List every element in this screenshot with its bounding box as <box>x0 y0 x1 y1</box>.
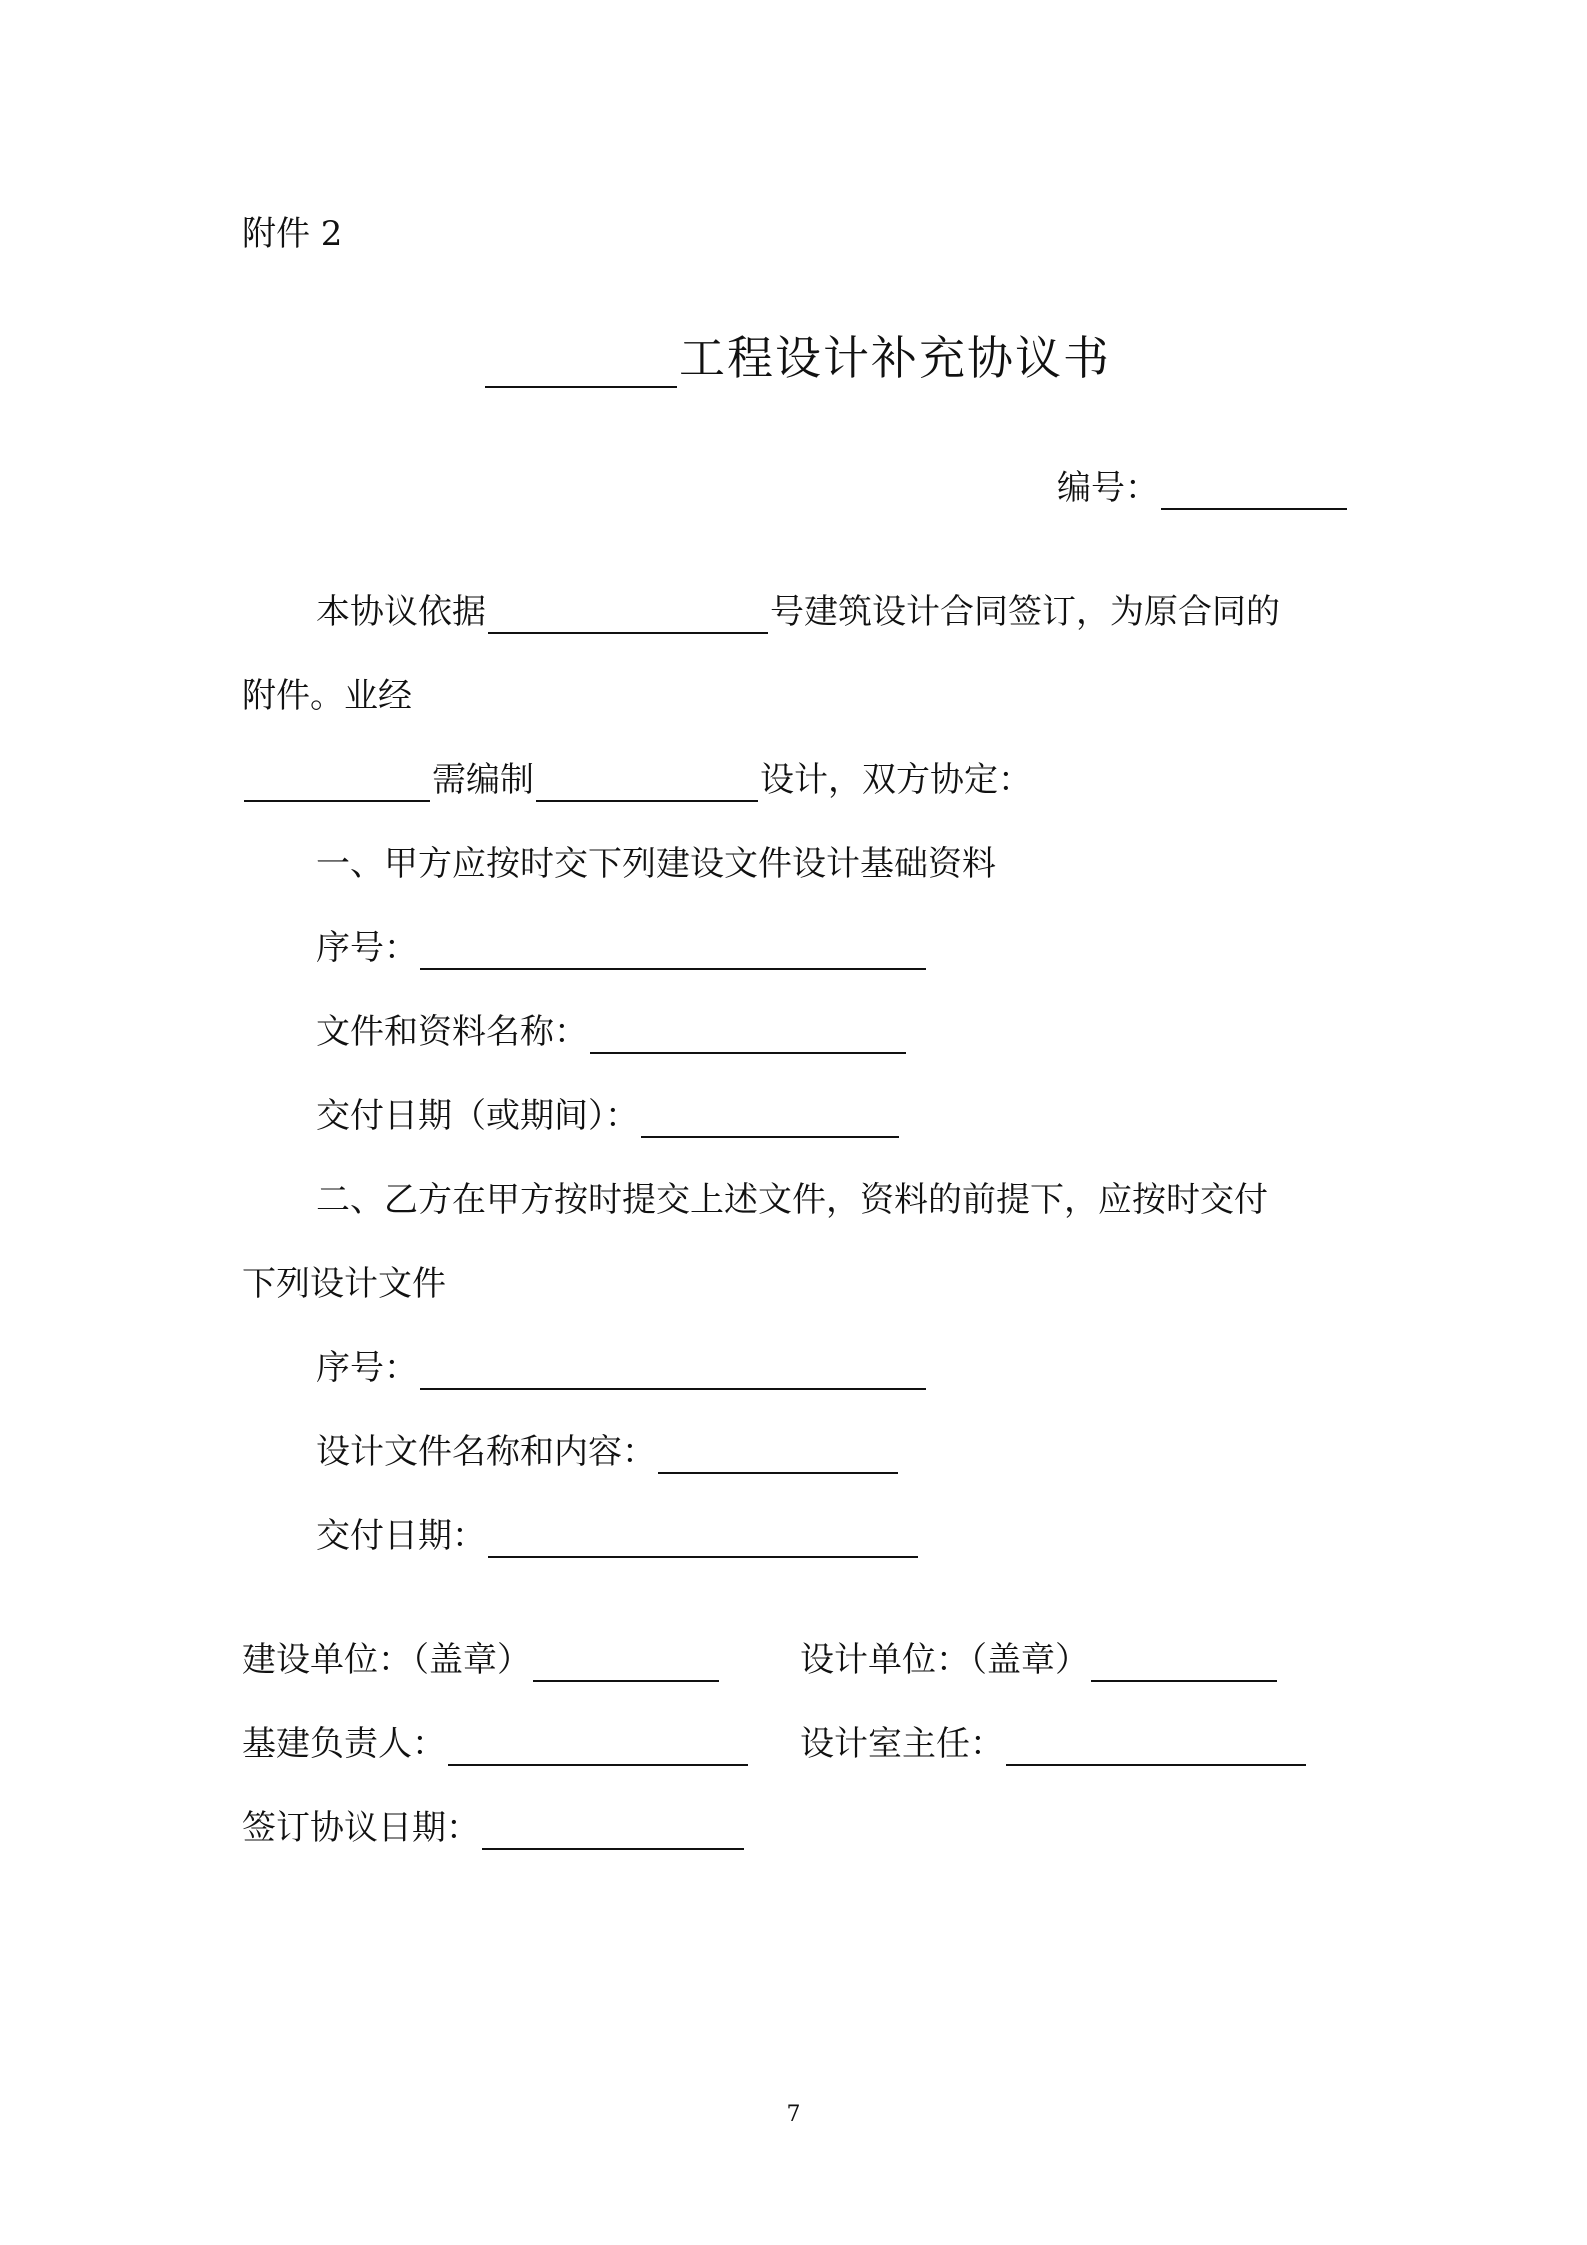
signature-design-unit: 设计单位：（盖章） <box>800 1638 1279 1682</box>
intro-line-3: 需编制 设计，双方协定： <box>242 758 1032 802</box>
section2-field-serial: 序号： <box>316 1346 928 1390</box>
design-type-blank[interactable] <box>536 766 758 802</box>
intro-line-1: 本协议依据 号建筑设计合同签订，为原合同的 <box>316 592 1280 632</box>
signing-date-blank[interactable] <box>482 1814 744 1850</box>
attachment-label: 附件 2 <box>242 214 343 254</box>
design-office-director-blank[interactable] <box>1006 1730 1306 1766</box>
document-title <box>483 328 1111 388</box>
signature-construction-unit: 建设单位：（盖章） <box>242 1638 721 1682</box>
section2-heading-line2: 下列设计文件 <box>242 1264 446 1304</box>
intro-line-2: 附件。业经 <box>242 676 412 716</box>
section1-heading: 一、甲方应按时交下列建设文件设计基础资料 <box>316 844 996 884</box>
section2-field-name: 设计文件名称和内容： <box>316 1430 900 1474</box>
construction-manager-blank[interactable] <box>448 1730 748 1766</box>
number-label: 编号： <box>1057 468 1159 508</box>
page-number: 7 <box>786 2102 801 2127</box>
document-number <box>1057 466 1349 510</box>
construction-unit-blank[interactable] <box>533 1646 719 1682</box>
section2-heading-line1: 二、乙方在甲方按时提交上述文件，资料的前提下，应按时交付 <box>316 1180 1268 1220</box>
title-project-blank[interactable] <box>485 340 677 388</box>
title-text: 工程设计补充协议书 <box>679 331 1111 385</box>
section2-name-blank[interactable] <box>658 1438 898 1474</box>
party-blank[interactable] <box>244 766 430 802</box>
section1-field-name: 文件和资料名称： <box>316 1010 908 1054</box>
design-unit-blank[interactable] <box>1091 1646 1277 1682</box>
section1-field-date: 交付日期（或期间）： <box>316 1094 901 1138</box>
section2-date-blank[interactable] <box>488 1522 918 1558</box>
section1-date-blank[interactable] <box>641 1102 899 1138</box>
contract-number-blank[interactable] <box>488 598 768 634</box>
section1-name-blank[interactable] <box>590 1018 906 1054</box>
section2-serial-blank[interactable] <box>420 1354 926 1390</box>
signature-design-office-director: 设计室主任： <box>800 1722 1308 1766</box>
signature-construction-manager: 基建负责人： <box>242 1722 750 1766</box>
number-blank[interactable] <box>1161 474 1347 510</box>
section1-serial-blank[interactable] <box>420 934 926 970</box>
section1-field-serial: 序号： <box>316 926 928 970</box>
signature-signing-date: 签订协议日期： <box>242 1806 746 1850</box>
section2-field-date: 交付日期： <box>316 1514 920 1558</box>
